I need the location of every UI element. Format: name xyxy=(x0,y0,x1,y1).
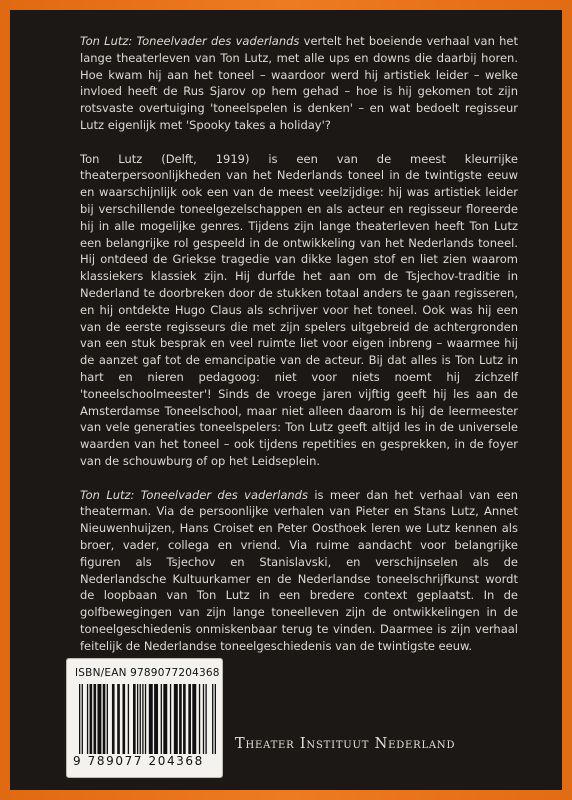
paragraph-1-text: vertelt het boeiende verhaal van het lange theaterleven van Ton Lutz, met alle ups en downs die daarbij horen. Hoe kwam hij aan het toneel – waardoor werd hij artistiek leider – welke invloed heeft de Rus Sjarov op hem gehad – hoe is hij gekomen tot zijn rotsvaste overtuiging 'toneelspelen is denken' – en wat bedoelt regisseur Lutz eigenlijk met 'Spooky takes a holiday'? xyxy=(80,34,518,132)
barcode-bar xyxy=(142,684,143,754)
barcode-bar xyxy=(107,684,108,754)
barcode-bar xyxy=(93,684,96,754)
barcode-bar xyxy=(145,684,146,754)
book-title-italic-2: Ton Lutz: Toneelvader des vaderlands xyxy=(80,487,308,502)
barcode-bar xyxy=(188,684,191,754)
barcode-bar xyxy=(163,684,167,754)
barcode-bar xyxy=(79,684,80,754)
barcode-bar xyxy=(140,684,141,754)
barcode-bar xyxy=(137,684,138,754)
barcode-bar xyxy=(161,684,162,754)
barcode-bar xyxy=(212,684,213,754)
barcode-bar xyxy=(103,684,106,754)
barcode-bar xyxy=(203,684,204,754)
blurb-paragraph-1 xyxy=(80,33,518,134)
barcode-bar xyxy=(112,684,115,754)
blurb-text xyxy=(80,33,518,671)
barcode-bar xyxy=(87,684,88,754)
barcode-bar xyxy=(192,684,196,754)
barcode-bar xyxy=(154,684,158,754)
barcode-bar xyxy=(149,684,153,754)
isbn-label: ISBN/EAN 9789077204368 xyxy=(75,667,220,679)
barcode-bar xyxy=(174,684,178,754)
blurb-paragraph-2: Ton Lutz (Delft, 1919) is een van de meest kleurrijke theaterpersoonlijkheden van het Nederlands toneel in de twintigste eeuw en waarschijnlijk ook een van de meest veelzijdige: hij was artistiek leider bij verschillende toneelgezelschappen en als acteur en regisseur floreerde hij in alle mogelijke genres. Tijdens zijn lange theaterleven heeft Ton Lutz een belangrijke rol gespeeld in de ontwikkeling van het Nederlands toneel. Hij ontdeed de Griekse tragedie van dikke lagen stof en liet zien waarom klassiekers klassiek zijn. Hij durfde het aan om de Tsjechov-traditie in Nederland te doorbreken door de stukken totaal anders te gaan regisseren, en hij ontdekte Hugo Claus als schrijver voor het toneel. Ook was hij een van de eerste regisseurs die met zijn spelers uitgebreid de achtergronden van een stuk besprak en veel ruimte liet voor eigen inbreng – waarmee hij de aanzet gaf tot de emancipatie van de acteur. Bij dat alles is Ton Lutz in hart en nieren pedagoog: niet voor niets noemt hij zichzelf 'toneelschoolmeester'! Sinds de vroege jaren vijftig geeft hij les aan de Amsterdamse Toneelschool, maar niet alleen daarom is hij de leermeester van vele generaties toneelspelers: Ton Lutz geeft altijd les in de universele waarden van het toneel – ook tijdens repetities en gesprekken, in de foyer van de schouwburg of op het Leidseplein. xyxy=(80,151,518,468)
barcode-bar xyxy=(205,684,206,754)
barcode-bar xyxy=(199,684,200,754)
book-title-italic: Ton Lutz: Toneelvader des vaderlands xyxy=(80,34,300,48)
blurb-paragraph-3 xyxy=(80,487,518,655)
paragraph-3-text: is meer dan het verhaal van een theaterman. Via de persoonlijke verhalen van Pieter en Stans Lutz, Annet Nieuwenhuijzen, Hans Croiset en Peter Oosthoek leren we Lutz kennen als broer, vader, collega en vriend. Via ruime aandacht voor belangrijke figuren als Tsjechov en Stanislavski, en verschijnselen als de Nederlandsche Kultuurkamer en de Nederlandse toneelschrijfkunst wordt de loopbaan van Ton Lutz in een bredere context geplaatst. In de golfbewegingen van zijn lange toneelleven zijn de ontwikkelingen in de toneelgeschiedenis onmiskenbaar terug te vinden. Daarmee is zijn verhaal feitelijk de Nederlandse toneelgeschiedenis van de twintigste eeuw. xyxy=(80,487,518,653)
barcode-bar xyxy=(128,684,129,754)
barcode-bar xyxy=(82,684,83,754)
barcode-bar xyxy=(179,684,182,754)
barcode-bar xyxy=(133,684,136,754)
barcode-bar xyxy=(97,684,101,754)
barcode-bar xyxy=(122,684,125,754)
barcode-bar xyxy=(90,684,93,754)
barcode-sticker xyxy=(66,658,223,778)
barcode-bar xyxy=(170,684,171,754)
publisher-name: Theater Instituut Nederland xyxy=(235,736,456,752)
barcode-bar xyxy=(117,684,120,754)
barcode-bar xyxy=(215,684,216,754)
barcode-bar xyxy=(183,684,186,754)
barcode-bars xyxy=(79,684,216,754)
barcode-digits: 9 789077 204368 xyxy=(73,754,204,768)
